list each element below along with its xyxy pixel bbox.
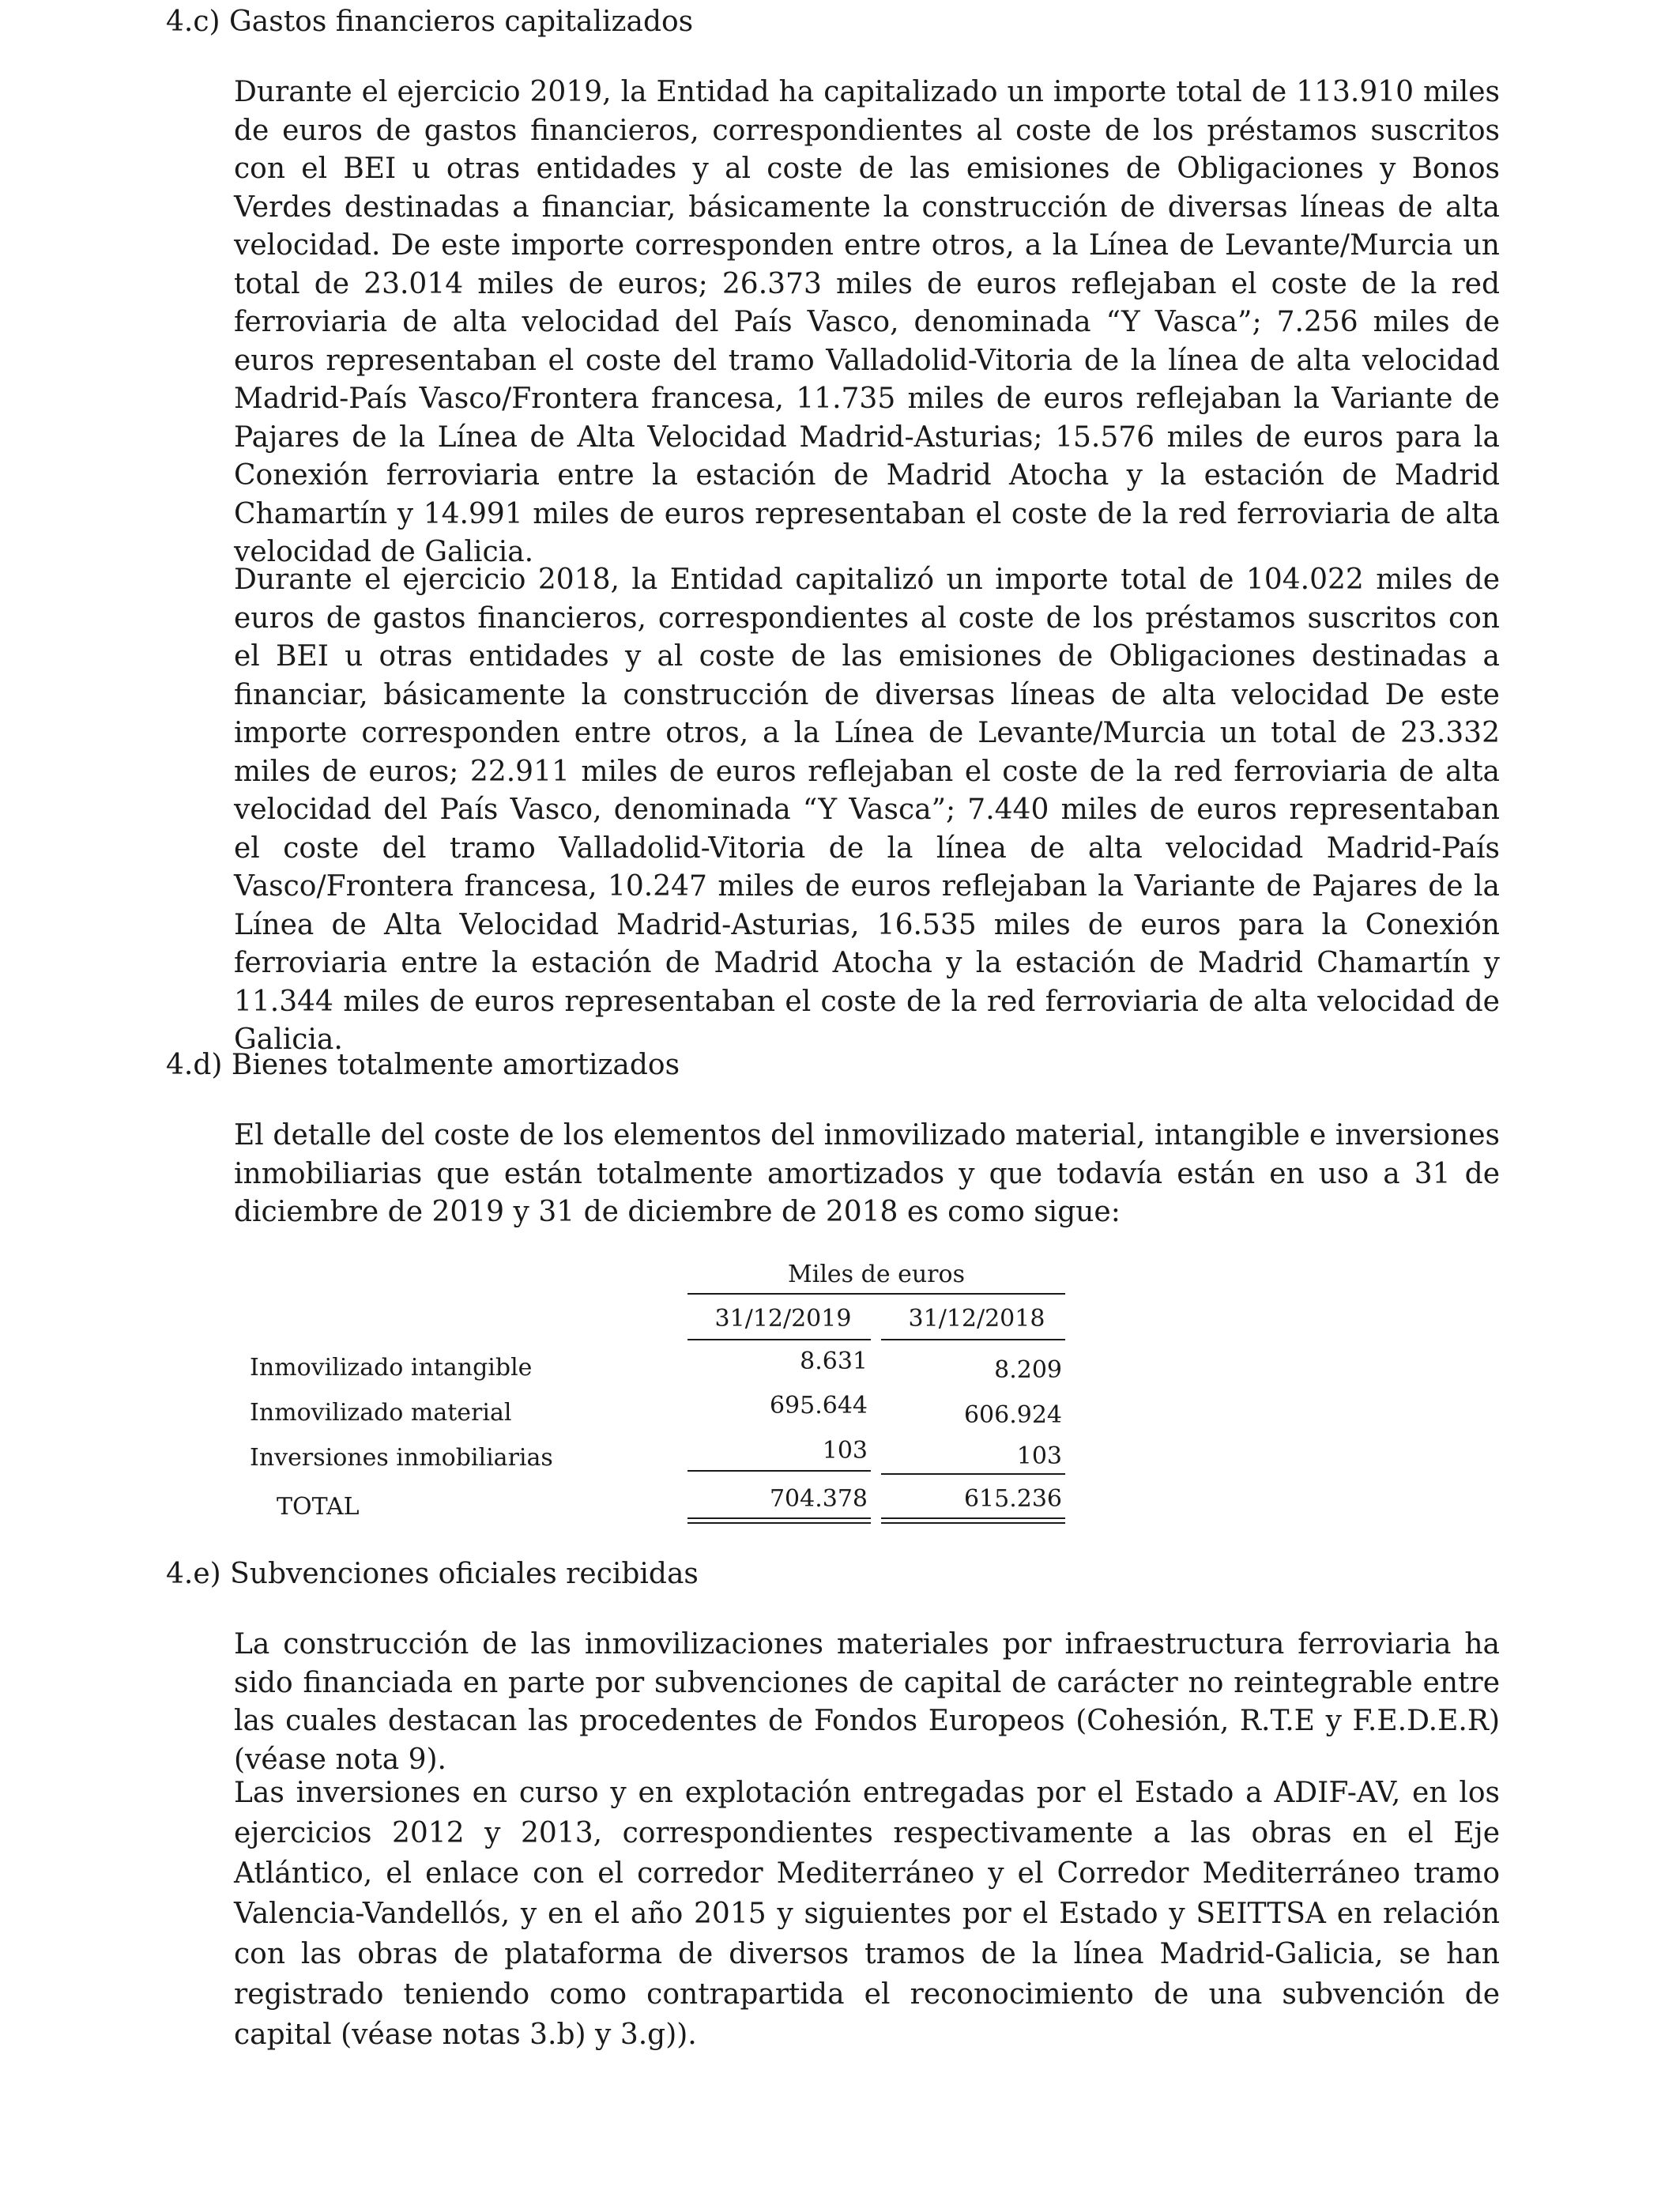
column-rule-2018 [881,1339,1065,1340]
table-row-label: Inmovilizado intangible [250,1354,533,1382]
paragraph-4c-2018: Durante el ejercicio 2018, la Entidad capitalizó un importe total de 104.022 miles de euros de gastos financieros, correspondientes al coste de los préstamos suscritos con el BEI u otras entidades y al coste de las emisiones de Obligaciones destinadas a financiar, básicamente la construcción de diversas líneas de alta velocidad De este importe corresponden entre otros, a la Línea de Levante/Murcia un total de 23.332 miles de euros; 22.911 miles de euros reflejaban el coste de la red ferroviaria de alta velocidad del País Vasco, denominada “Y Vasca”; 7.440 miles de euros representaban el coste del tramo Valladolid-Vitoria de la línea de alta velocidad Madrid-País Vasco/Frontera francesa, 10.247 miles de euros reflejaban la Variante de Pajares de la Línea de Alta Velocidad Madrid-Asturias, 16.535 miles de euros para la Conexión ferroviaria entre la estación de Madrid Atocha y la estación de Madrid Chamartín y 11.344 miles de euros representaban el coste de la red ferroviaria de alta velocidad de Galicia. [234,564,1500,1056]
paragraph-4d-intro: El detalle del coste de los elementos del inmovilizado material, intangible e inversiones inmobiliarias que están totalmente amortizados y que todavía están en uso a 31 de diciembre de 2019 y 31 de diciembre de 2018 es como sigue: [234,1119,1500,1228]
section-heading-4d: 4.d) Bienes totalmente amortizados [166,1049,680,1081]
table-cell: 103 [822,1437,868,1465]
column-header-2018: 31/12/2018 [908,1305,1045,1333]
column-rule-2019 [687,1339,871,1340]
table-total-cell: 704.378 [769,1485,868,1513]
subtotal-rule-2018 [881,1473,1065,1475]
table-header-rule [687,1293,1065,1295]
total-double-rule-2018 [881,1517,1065,1524]
section-heading-4e: 4.e) Subvenciones oficiales recibidas [166,1558,699,1590]
table-cell: 8.631 [800,1348,868,1375]
table-unit-label: Miles de euros [788,1261,965,1288]
paragraph-4e-investments: Las inversiones en curso y en explotación entregadas por el Estado a ADIF-AV, en los ejercicios 2012 y 2013, correspondientes respectivamente a las obras en el Eje Atlántico, el enlace con el corredor Mediterráneo y el Corredor Mediterráneo tramo Valencia-Vandellós, y en el año 2015 y siguientes por el Estado y SEITTSA en relación con las obras de plataforma de diversos tramos de la línea Madrid-Galicia, se han registrado teniendo como contrapartida el reconocimiento de una subvención de capital (véase notas 3.b) y 3.g)). [234,1777,1500,2051]
section-heading-4c: 4.c) Gastos financieros capitalizados [166,6,694,38]
table-row-label: Inversiones inmobiliarias [250,1444,553,1472]
table-cell: 695.644 [769,1392,868,1419]
paragraph-4e-funding: La construcción de las inmovilizaciones materiales por infraestructura ferroviaria ha sido financiada en parte por subvenciones de capital de carácter no reintegrable entre las cuales destacan las procedentes de Fondos Europeos (Cohesión, R.T.E y F.E.D.E.R) (véase nota 9). [234,1628,1500,1776]
total-double-rule-2019 [687,1517,871,1524]
paragraph-4c-2019: Durante el ejercicio 2019, la Entidad ha capitalizado un importe total de 113.910 miles de euros de gastos financieros, correspondientes al coste de los préstamos suscritos con el BEI u otras entidades y al coste de las emisiones de Obligaciones y Bonos Verdes destinadas a financiar, básicamente la construcción de diversas líneas de alta velocidad. De este importe corresponden entre otros, a la Línea de Levante/Murcia un total de 23.014 miles de euros; 26.373 miles de euros reflejaban el coste de la red ferroviaria de alta velocidad del País Vasco, denominada “Y Vasca”; 7.256 miles de euros representaban el coste del tramo Valladolid-Vitoria de la línea de alta velocidad Madrid-País Vasco/Frontera francesa, 11.735 miles de euros reflejaban la Variante de Pajares de la Línea de Alta Velocidad Madrid-Asturias; 15.576 miles de euros para la Conexión ferroviaria entre la estación de Madrid Atocha y la estación de Madrid Chamartín y 14.991 miles de euros representaban el coste de la red ferroviaria de alta velocidad de Galicia. [234,76,1500,568]
table-cell: 606.924 [963,1401,1062,1429]
table-cell: 8.209 [994,1356,1062,1384]
column-header-2019: 31/12/2019 [714,1305,852,1333]
table-total-label: TOTAL [277,1493,360,1521]
table-total-cell: 615.236 [963,1485,1062,1513]
table-row-label: Inmovilizado material [250,1399,512,1427]
subtotal-rule-2019 [687,1470,871,1472]
table-cell: 103 [1016,1442,1062,1470]
